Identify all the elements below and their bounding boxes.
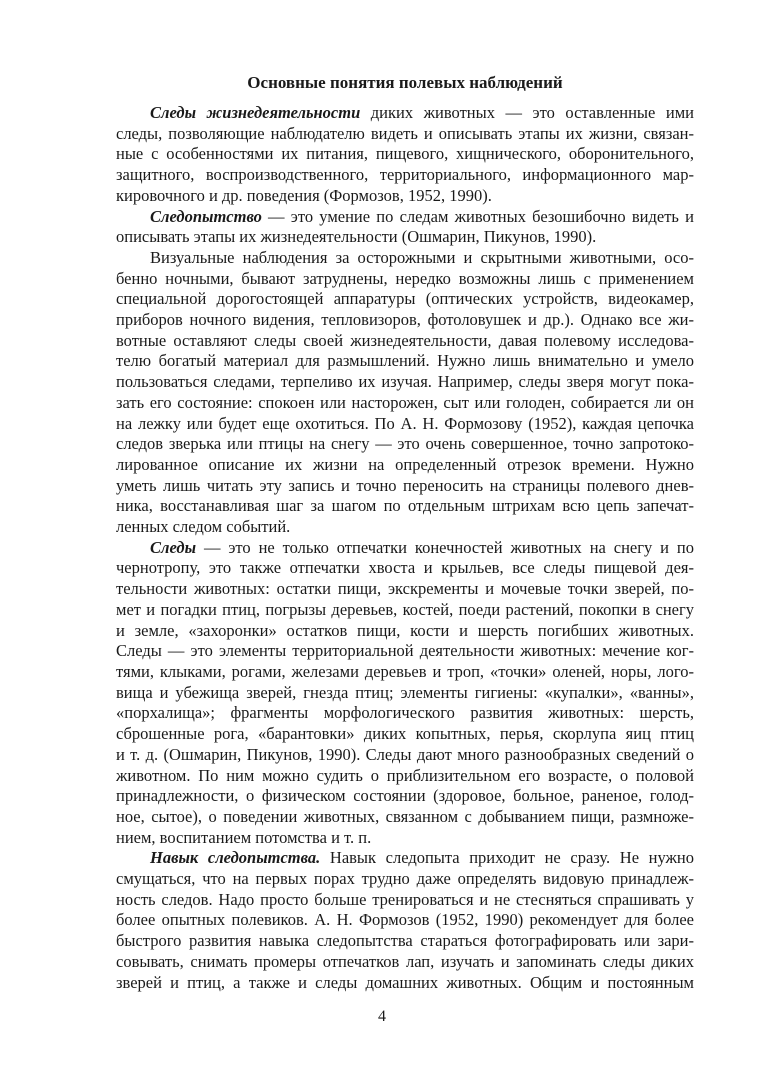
text-line	[116, 600, 694, 621]
line-text: вища и убежища зверей, гнезда птиц; элементы гигиены: «купалки», «ванны»,	[116, 682, 694, 702]
text-line	[116, 517, 694, 538]
line-text: на лежку или будет еще охотиться. По А. Н. Формозову (1952), каждая цепочка	[116, 413, 694, 433]
line-text: Навык следопыта приходит не сразу. Не нужно	[320, 848, 694, 868]
text-line	[116, 434, 694, 455]
line-text: совывать, снимать промеры отпечатков лап, изучать и запоминать следы диких	[116, 951, 694, 971]
line-text: телю богатый материал для размышлений. Нужно лишь внимательно и умело	[116, 351, 694, 371]
line-text: ника, восстанавливая шаг за шагом по отдельным штрихам всю цепь запечат-	[116, 496, 694, 516]
page-number: 4	[378, 1008, 386, 1026]
text-line	[116, 828, 694, 849]
text-line	[116, 538, 694, 559]
paragraph	[116, 848, 694, 993]
line-text: нием, воспитанием потомства и т. п.	[116, 827, 372, 847]
text-line	[116, 848, 694, 869]
text-line	[116, 641, 694, 662]
line-text: вотные оставляют следы своей жизнедеятельности, давая полевому исследова-	[116, 330, 694, 350]
line-text: быстрого развития навыка следопытства стараться фотографировать или зари-	[116, 931, 694, 951]
text-line	[116, 455, 694, 476]
line-text: и т. д. (Ошмарин, Пикунов, 1990). Следы дают много разнообразных сведений о	[116, 744, 694, 764]
line-text: — это не только отпечатки конечностей животных на снегу и по	[196, 537, 694, 557]
text-line	[116, 910, 694, 931]
line-text: ленных следом событий.	[116, 517, 291, 537]
text-line	[116, 269, 694, 290]
line-text: принадлежности, о физическом состоянии (здоровое, больное, раненое, голод-	[116, 786, 694, 806]
text-line	[116, 724, 694, 745]
text-line	[116, 931, 694, 952]
paragraph	[116, 248, 694, 538]
text-line	[116, 165, 694, 186]
line-text: «порхалища»; фрагменты морфологического развития животных: шерсть,	[116, 703, 694, 723]
text-line	[116, 890, 694, 911]
term-lead: Следы	[150, 537, 197, 557]
line-text: бенно ночными, бывают затруднены, нередко возможны лишь с применением	[116, 268, 694, 288]
text-line	[116, 310, 694, 331]
text-line	[116, 766, 694, 787]
paragraph	[116, 538, 694, 849]
text-line	[116, 869, 694, 890]
paragraph	[116, 207, 694, 248]
page-title: Основные понятия полевых наблюдений	[247, 73, 563, 92]
line-text: тельности животных: остатки пищи, экскременты и мочевые точки зверей, по-	[116, 579, 694, 599]
line-text: уметь лишь читать эту запись и точно переносить на страницы полевого днев-	[116, 475, 694, 495]
text-line	[116, 393, 694, 414]
line-text: более опытных полевиков. А. Н. Формозов (1952, 1990) рекомендует для более	[116, 910, 694, 930]
text-line	[116, 952, 694, 973]
line-text: описывать этапы их жизнедеятельности (Ошмарин, Пикунов, 1990).	[116, 227, 597, 247]
line-text: мет и погадки птиц, погрызы деревьев, костей, поеди растений, покопки в снегу	[116, 599, 694, 619]
text-line	[116, 124, 694, 145]
text-line	[116, 186, 694, 207]
line-text: приборов ночного видения, тепловизоров, фотоловушек и др.). Однако все жи-	[116, 310, 694, 330]
text-line	[116, 703, 694, 724]
text-line	[116, 579, 694, 600]
line-text: Визуальные наблюдения за осторожными и скрытными животными, осо-	[150, 247, 694, 267]
text-line	[116, 973, 694, 994]
line-text: — это умение по следам животных безошибочно видеть и	[261, 206, 694, 226]
term-lead: Следы жизнедеятельности	[150, 103, 361, 122]
line-text: следов зверька или птицы на снегу — это очень совершенное, точно запротоко-	[116, 434, 694, 454]
text-line	[116, 227, 694, 248]
line-text: лированное описание их жизни на определенный отрезок времени. Нужно	[116, 454, 694, 474]
text-line	[116, 331, 694, 352]
text-line	[116, 496, 694, 517]
text-line	[116, 807, 694, 828]
line-text: чернотропу, это также отпечатки хвоста и крыльев, все следы пищевой дея-	[116, 558, 694, 578]
line-text: смущаться, что на первых порах трудно даже определять видовую принадлеж-	[116, 869, 694, 889]
text-line	[116, 207, 694, 228]
line-text: и земле, «захоронки» остатков пищи, кости и шерсть погибших животных.	[116, 620, 694, 640]
text-line	[116, 351, 694, 372]
text-line	[116, 289, 694, 310]
line-text: ное, сытое), о поведении животных, связанном с добыванием пищи, размноже-	[116, 806, 694, 826]
term-lead: Следопытство	[150, 206, 262, 226]
line-text: зать его состояние: спокоен или насторожен, сыт или голоден, собирается ли он	[116, 392, 694, 412]
line-text: ность следов. Надо просто больше тренироваться и не стесняться спрашивать у	[116, 889, 694, 909]
line-text: зверей и птиц, а также и следы домашних животных. Общим и постоянным	[116, 972, 694, 992]
line-text: ные с особенностями их питания, пищевого, хищнического, оборонительного,	[116, 144, 694, 164]
line-text: защитного, воспроизводственного, территориального, информационного мар-	[116, 165, 694, 185]
line-text: диких животных — это оставленные ими	[360, 103, 694, 122]
text-line	[116, 558, 694, 579]
text-line	[116, 621, 694, 642]
text-line	[116, 144, 694, 165]
document-body	[116, 103, 694, 993]
line-text: следы, позволяющие наблюдателю видеть и описывать этапы их жизни, связан-	[116, 123, 694, 143]
paragraph	[116, 103, 694, 207]
line-text: животном. По ним можно судить о приблизительном его возрасте, о половой	[116, 765, 694, 785]
text-line	[116, 414, 694, 435]
line-text: пользоваться следами, терпеливо их изучая. Например, следы зверя могут пока-	[116, 372, 694, 392]
text-line	[116, 683, 694, 704]
text-line	[116, 476, 694, 497]
text-line	[116, 103, 694, 124]
line-text: кировочного и др. поведения (Формозов, 1952, 1990).	[116, 185, 492, 205]
text-line	[116, 248, 694, 269]
text-line	[116, 786, 694, 807]
line-text: Следы — это элементы территориальной деятельности животных: мечение ког-	[116, 641, 694, 661]
line-text: сброшенные рога, «барантовки» диких копытных, перья, скорлупа яиц птиц	[116, 724, 694, 744]
text-line	[116, 745, 694, 766]
term-lead: Навык следопытства.	[150, 848, 321, 868]
text-line	[116, 662, 694, 683]
text-line	[116, 372, 694, 393]
line-text: тями, клыками, рогами, железами деревьев и троп, «точки» оленей, норы, лого-	[116, 661, 694, 681]
line-text: специальной дорогостоящей аппаратуры (оптических устройств, видеокамер,	[116, 289, 694, 309]
